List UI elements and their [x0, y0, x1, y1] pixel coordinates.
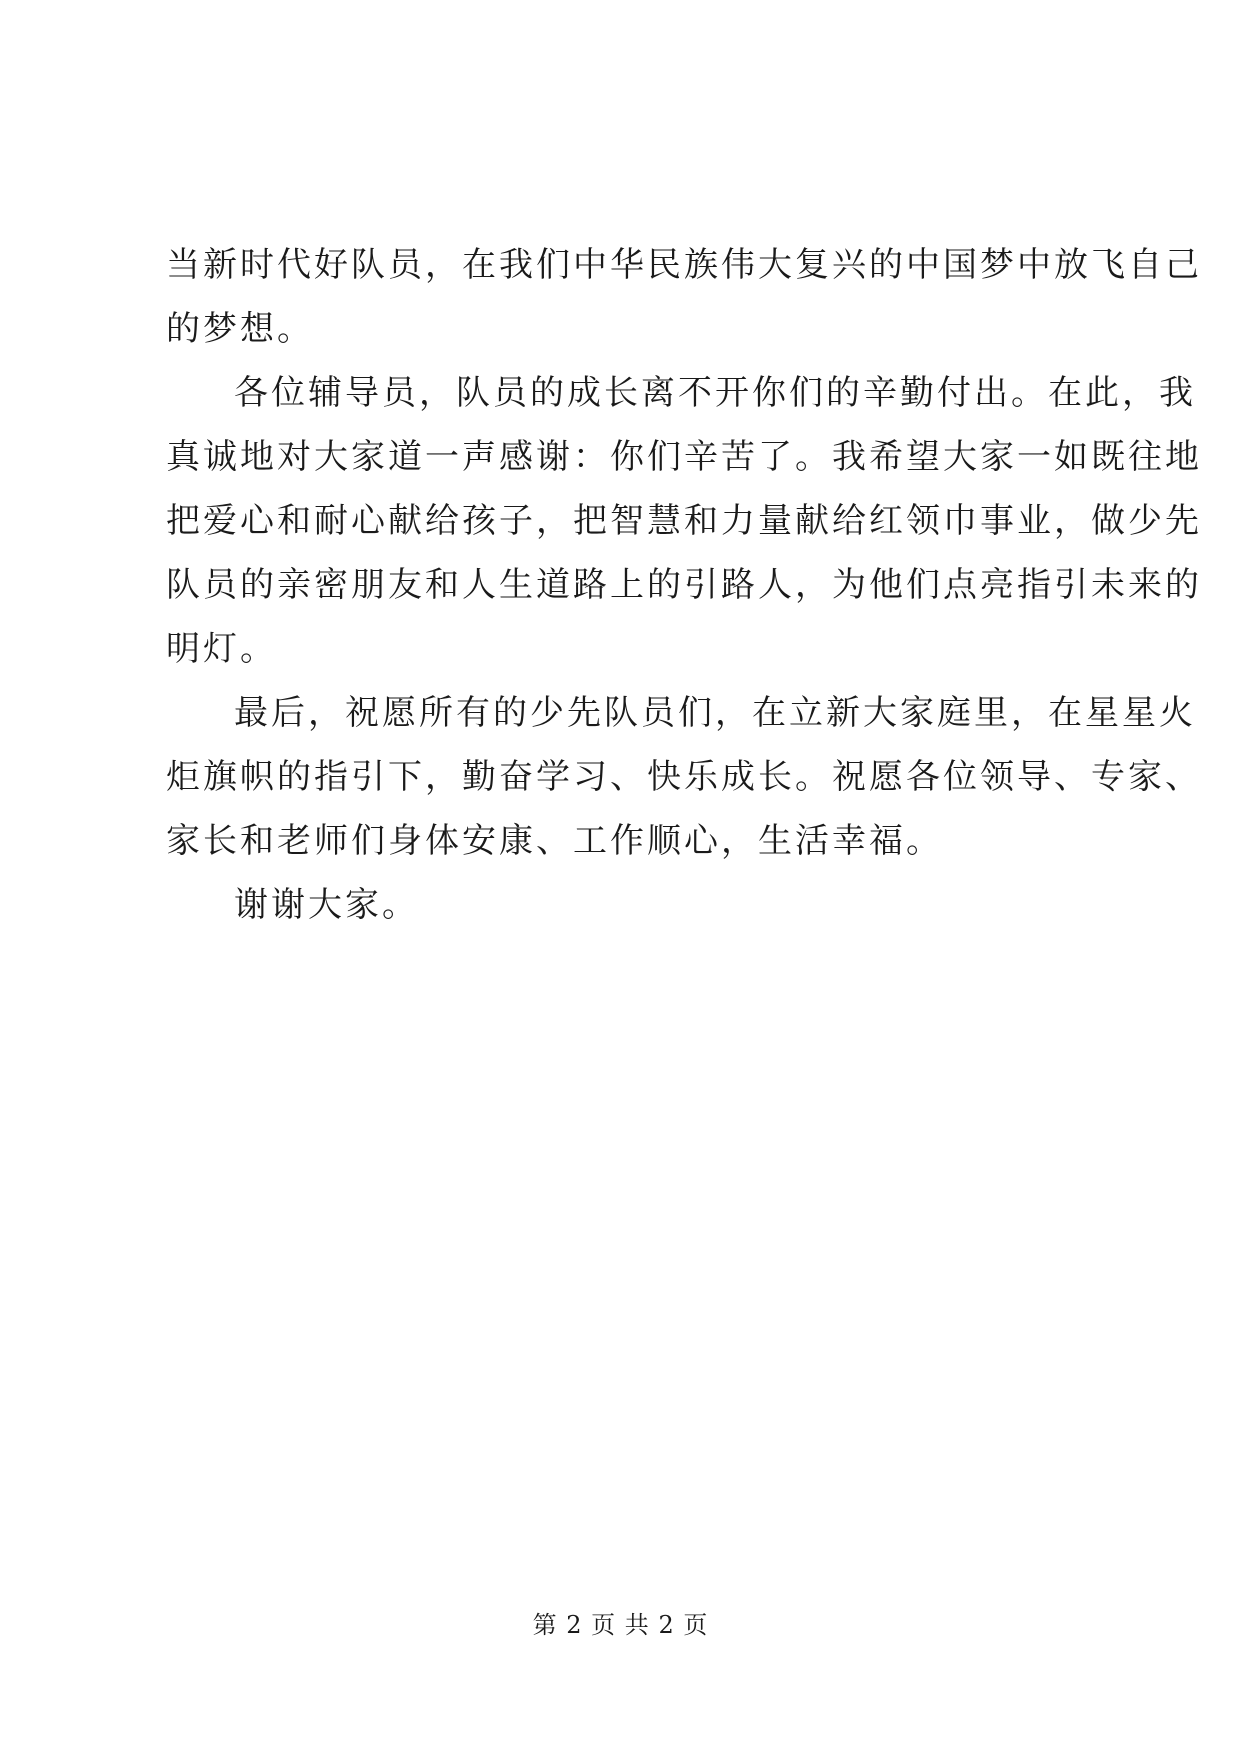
- text-line: 把爱心和耐心献给孩子，把智慧和力量献给红领巾事业，做少先: [166, 501, 1202, 541]
- page-number-footer: 第 2 页 共 2 页: [532, 1611, 709, 1639]
- text-line: 明灯。: [166, 629, 277, 669]
- text-line: 队员的亲密朋友和人生道路上的引路人，为他们点亮指引未来的: [166, 565, 1202, 605]
- text-line: 各位辅导员，队员的成长离不开你们的辛勤付出。在此，我: [234, 373, 1196, 413]
- text-line: 炬旗帜的指引下，勤奋学习、快乐成长。祝愿各位领导、专家、: [166, 757, 1202, 797]
- text-line: 谢谢大家。: [234, 885, 419, 925]
- text-line: 家长和老师们身体安康、工作顺心，生活幸福。: [166, 821, 943, 861]
- text-line: 真诚地对大家道一声感谢：你们辛苦了。我希望大家一如既往地: [166, 437, 1202, 477]
- text-line: 最后，祝愿所有的少先队员们，在立新大家庭里，在星星火: [234, 693, 1196, 733]
- body-text: [166, 233, 1202, 937]
- text-line: 的梦想。: [166, 309, 314, 349]
- text-line: 当新时代好队员，在我们中华民族伟大复兴的中国梦中放飞自己: [166, 245, 1202, 285]
